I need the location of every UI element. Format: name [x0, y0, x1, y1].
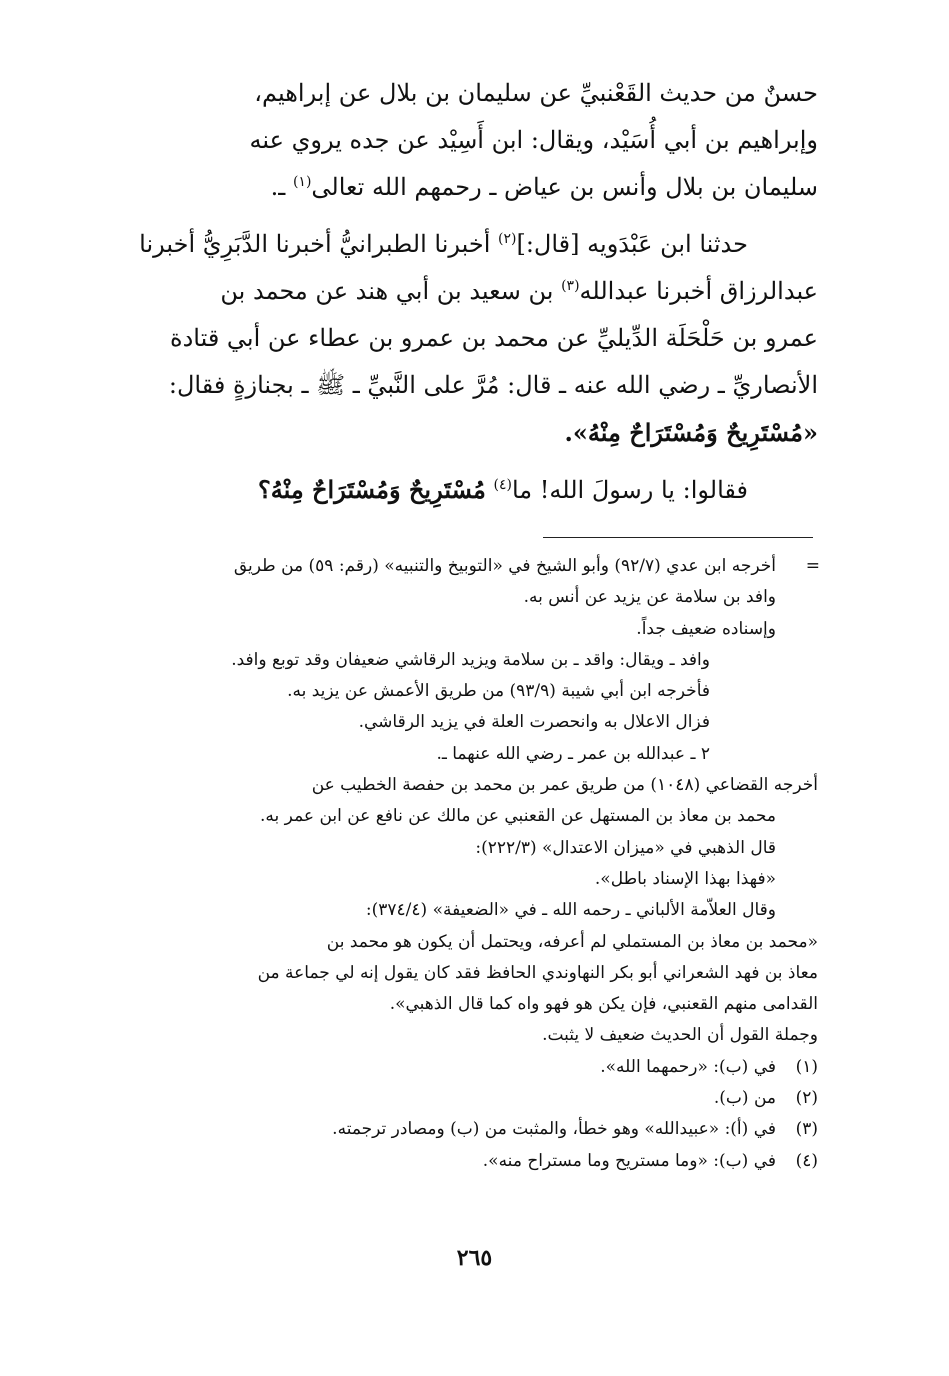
numbered-footnote: (٢)من (ب).: [713, 1088, 818, 1109]
main-line: عبدالرزاق أخبرنا عبدالله$^{(٣)}$ بن سعيد بن أبي هند عن محمد بن: [220, 277, 818, 305]
footnote-line: «محمد بن معاذ بن المستملي لم أعرفه، ويحتمل أن يكون هو محمد بن: [326, 931, 818, 952]
footnote-marker: (١): [292, 174, 312, 190]
main-line: حسنٌ من حديث القَعْنبيِّ عن سليمان بن بلال عن إبراهيم،: [254, 79, 818, 107]
footnote-line: فزال الاعلال به وانحصرت العلة في يزيد الرقاشي.: [358, 712, 710, 733]
main-line: سليمان بن بلال وأنس بن عياض ـ رحمهم الله تعالى$^{(١)}$ ـ.: [270, 173, 818, 201]
footnote-line: أخرجه القضاعي (١٠٤٨) من طريق عمر بن محمد بن حفصة الخطيب عن: [311, 775, 818, 796]
numbered-footnote: (٤)في (ب): «وما مستريح وما مستراح منه».: [482, 1150, 818, 1171]
footnote-line: «فهذا بهذا الإسناد باطل».: [594, 868, 776, 889]
footnote-marker: (٣): [561, 278, 580, 294]
footnotes: [100, 551, 818, 1177]
footnote-line: فأخرجه ابن أبي شيبة (٩٣/٩) من طريق الأعمش عن يزيد به.: [287, 681, 710, 702]
footnote-marker: (٢): [498, 231, 517, 247]
footnote-divider: [543, 537, 813, 538]
page-number: ٢٦٥: [456, 1245, 493, 1271]
footnote-line: وافد ـ ويقال: واقد ـ بن سلامة ويزيد الرقاشي ضعيفان وقد توبع وافد.: [231, 649, 710, 670]
main-text: [108, 70, 818, 514]
numbered-footnote: (١)في (ب): «رحمهما الله».: [600, 1056, 818, 1077]
footnote-line: قال الذهبي في «ميزان الاعتدال» (٢٢٢/٣):: [475, 837, 776, 858]
footnote-line: محمد بن معاذ بن المستهل عن القعنبي عن مالك عن نافع عن ابن عمر به.: [260, 806, 776, 827]
footnote-line: وإسناده ضعيف جداً.: [636, 618, 776, 639]
footnote-marker: (٤): [493, 477, 512, 493]
main-line: وإبراهيم بن أبي أُسَيْد، ويقال: ابن أَسِيْد عن جده يروي عنه: [249, 126, 818, 154]
main-line: حدثنا ابن عَبْدَويه [قال:]$^{(٢)}$ أخبرنا الطبرانيُّ أخبرنا الدَّبَرِيُّ أخبرنا: [139, 230, 748, 258]
continuation-mark: =: [805, 556, 820, 576]
footnote-line: وجملة القول أن الحديث ضعيف لا يثبت.: [542, 1025, 818, 1046]
main-line: عمرو بن حَلْحَلَة الدِّيليِّ عن محمد بن عمرو بن عطاء عن أبي قتادة: [170, 324, 818, 352]
footnote-line: ٢ ـ عبدالله بن عمر ـ رضي الله عنهما ـ.: [436, 743, 710, 764]
footnote-line: معاذ بن فهد الشعراني أبو بكر النهاوندي الحافظ فقد كان يقول إنه لي جماعة من: [257, 962, 818, 983]
footnote-line: وافد بن سلامة عن يزيد عن أنس به.: [523, 587, 776, 608]
footnote-line: وقال العلاّمة الألباني ـ رحمه الله ـ في «الضعيفة» (٣٧٤/٤):: [365, 900, 776, 921]
main-line: الأنصاريِّ ـ رضي الله عنه ـ قال: مُرَّ على النَّبيِّ ـ ﷺ ـ بجنازةٍ فقال:: [168, 371, 818, 399]
footnote-line: القدامى منهم القعنبي، فإن يكن هو فهو واه كما قال الذهبي».: [389, 994, 818, 1015]
footnote-line: أخرجه ابن عدي (٩٢/٧) وأبو الشيخ في «التوبيخ والتنبيه» (رقم: ٥٩) من طريق: [233, 556, 776, 576]
numbered-footnote: (٣)في (أ): «عبيدالله» وهو خطأ، والمثبت من (ب) ومصادر ترجمته.: [332, 1119, 818, 1140]
main-line: فقالوا: يا رسولَ الله! ما$^{(٤)}$ مُسْتَرِيحٌ وَمُسْتَرَاحٌ مِنْهُ؟: [258, 475, 748, 504]
hadith-text: «مُسْتَرِيحٌ وَمُسْتَرَاحٌ مِنْهُ».: [564, 418, 818, 447]
